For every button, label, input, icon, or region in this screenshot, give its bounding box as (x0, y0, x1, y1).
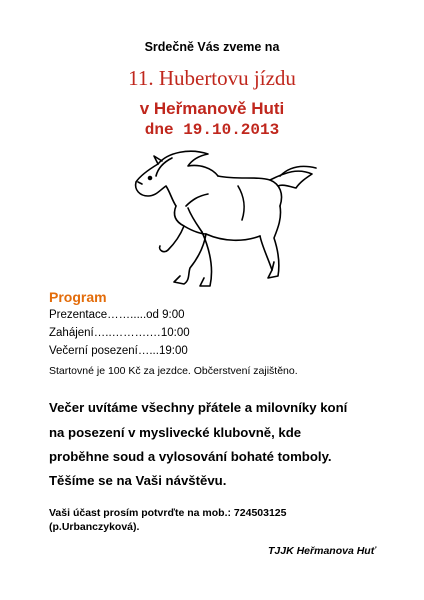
program-item-opening: Zahájení…..……….…10:00 (49, 327, 190, 339)
evening-line: Těšíme se na Vaši návštěvu. (49, 473, 227, 488)
evening-line: Večer uvítáme všechny přátele a milovníky koní (49, 400, 348, 415)
program-item-evening: Večerní posezení…...19:00 (49, 345, 188, 357)
fee-note: Startovné je 100 Kč za jezdce. Občerstvení zajištěno. (49, 365, 298, 377)
organizer-signature: TJJK Heřmanova Huť (268, 545, 376, 557)
invitation-text: Srdečně Vás zveme na (144, 40, 280, 54)
confirmation-phone: Vaši účast prosím potvrďte na mob.: 724503125 (49, 507, 287, 519)
evening-line: na posezení v myslivecké klubovně, kde (49, 425, 302, 440)
event-place: v Heřmanově Huti (139, 99, 285, 118)
horse-icon (128, 146, 322, 296)
evening-line: proběhne soud a vylosování bohaté tomboly. (49, 449, 332, 464)
confirmation-note (49, 506, 349, 534)
event-title: 11. Hubertovu jízdu (128, 66, 296, 90)
program-item-registration: Prezentace…….....od 9:00 (49, 309, 185, 321)
event-date: dne 19.10.2013 (144, 121, 280, 139)
program-heading: Program (49, 289, 107, 305)
confirmation-contact: (p.Urbanczyková). (49, 521, 140, 533)
